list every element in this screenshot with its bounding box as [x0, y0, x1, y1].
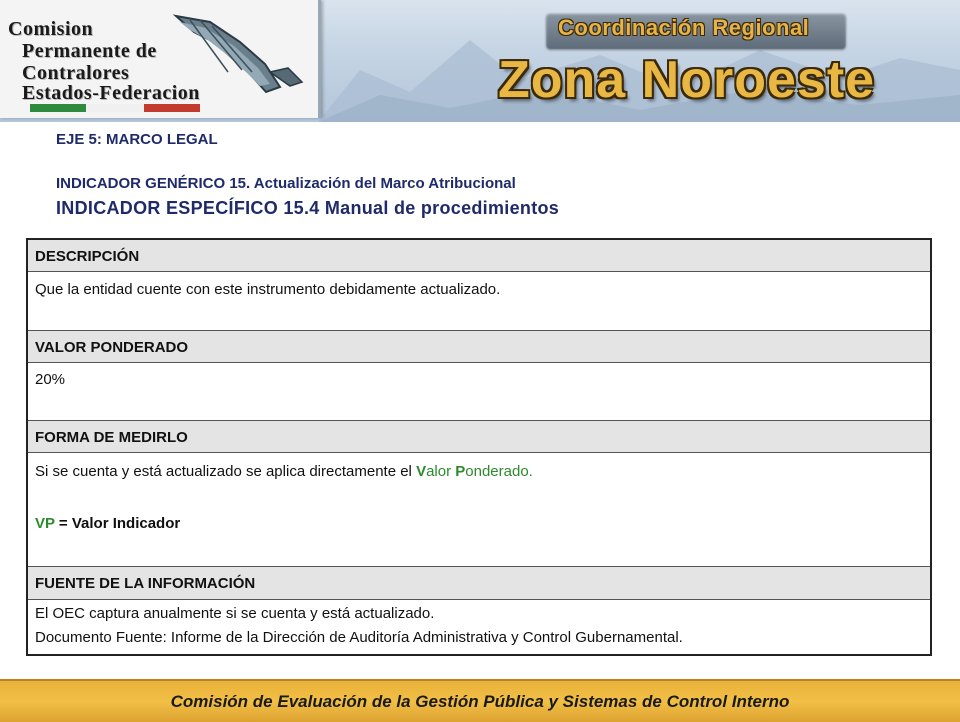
- header-banner: [0, 0, 960, 122]
- eje-heading: EJE 5: MARCO LEGAL: [56, 131, 218, 148]
- descripcion-header: DESCRIPCIÓN: [35, 248, 140, 265]
- fuente-row: [28, 600, 930, 654]
- forma-header-row: [28, 421, 930, 453]
- indicator-table: [26, 238, 932, 656]
- zona-title: Zona Noroeste: [498, 51, 876, 109]
- logo-line-3: Contralores: [22, 62, 130, 84]
- logo-panel: [0, 0, 321, 118]
- footer-bar: [0, 679, 960, 722]
- descripcion-row: [28, 272, 930, 331]
- indicador-generico-heading: INDICADOR GENÉRICO 15. Actualización del Marco Atribucional: [56, 175, 516, 192]
- descripcion-header-row: [28, 240, 930, 272]
- vp-rest: = Valor Indicador: [54, 515, 181, 532]
- fuente-line-2: Documento Fuente: Informe de la Dirección de Auditoría Administrativa y Control Gubernamental.: [35, 629, 683, 646]
- forma-header: FORMA DE MEDIRLO: [35, 429, 188, 446]
- vp-formula: [35, 515, 180, 532]
- fuente-header: FUENTE DE LA INFORMACIÓN: [35, 575, 256, 592]
- vp-label: VP: [35, 515, 55, 532]
- mexico-map-logo: [170, 12, 310, 112]
- valor-header: VALOR PONDERADO: [35, 339, 189, 356]
- logo-line-2: Permanente de: [22, 40, 157, 62]
- forma-alor: alor: [426, 463, 456, 480]
- forma-row: [28, 453, 930, 567]
- forma-text: [35, 463, 533, 480]
- forma-onderado: onderado.: [465, 463, 533, 480]
- indicador-especifico-heading: INDICADOR ESPECÍFICO 15.4 Manual de procedimientos: [56, 198, 560, 218]
- footer-text: Comisión de Evaluación de la Gestión Pública y Sistemas de Control Interno: [170, 692, 790, 711]
- coordinacion-title: Coordinación Regional: [558, 15, 810, 40]
- valor-text: 20%: [35, 371, 66, 388]
- descripcion-text: Que la entidad cuente con este instrumento debidamente actualizado.: [35, 281, 501, 298]
- logo-line-4: Estados-Federacion: [22, 82, 200, 104]
- logo-line-1: Comision: [8, 18, 94, 40]
- valor-header-row: [28, 331, 930, 363]
- fuente-header-row: [28, 567, 930, 600]
- forma-p: P: [455, 463, 466, 480]
- valor-row: [28, 363, 930, 421]
- fuente-line-1: El OEC captura anualmente si se cuenta y está actualizado.: [35, 605, 435, 622]
- forma-text-a: Si se cuenta y está actualizado se aplica directamente el: [35, 463, 417, 480]
- tricolor-stripe: [30, 104, 200, 112]
- forma-v: V: [416, 463, 427, 480]
